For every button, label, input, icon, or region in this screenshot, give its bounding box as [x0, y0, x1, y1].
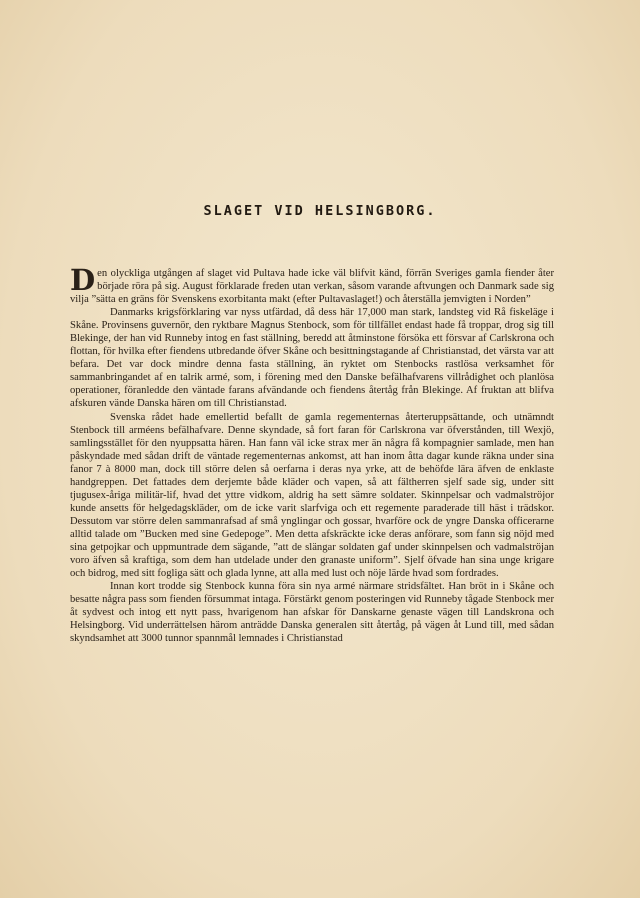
paragraph-1-text: en olyckliga utgången af slaget vid Pultava hade icke väl blifvit känd, förrän Sveriges gamla fiender åter började röra på sig. August förklarade freden utan verkan, såsom varande aftvungen och Danmark sade sig vilja ”sätta en gräns för Svenskens exorbitanta makt (efter Pultavaslaget!) och återställa jemvigten i Norden” — [70, 268, 554, 306]
page-title: SLAGET VID HELSINGBORG. — [203, 203, 437, 219]
paragraph-4: Innan kort trodde sig Stenbock kunna föra sin nya armé närmare stridsfältet. Han bröt in i Skåne och besatte några pass som fienden försummat intaga. Förstärkt genom posteringen vid Runneby tågade Stenbock mer åt sydvest och intog ett nytt pass, hvarigenom han afskar för Danskarne genaste vägen till Landskrona och Helsingborg. Vid underrättelsen härom anträdde Danska generalen sitt återtåg, på vägen åt Lund till, med sådan skyndsamhet att 3000 tunnor spannmål lemnades i Christianstad — [70, 581, 554, 645]
article-body — [70, 263, 554, 645]
paragraph-3: Svenska rådet hade emellertid befallt de gamla regementernas återteruppsättande, och utnämndt Stenbock till arméens befälhafvare. Denne skyndade, så fort faran för Carlskrona var öfverstånden, till Wexjö, samlingsstället för den nyuppsatta hären. Han fann väl icke strax mer än några få kompagnier samlade, men han påskyndade med sådan drift de väntade regementernas ankomst, att han inom åtta dagar kunde räkna under sina fanor 7 à 8000 man, dock till större delen så oerfarna i deras nya yrke, att de behöfde lära äfven de enklaste handgreppen. Det fattades dem derjemte både kläder och vapen, så att fältherren sjelf sade sig, under sitt tjugusex-åriga militär-lif, hvad det yttre vidkom, aldrig ha sett sämre soldater. Skinnpelsar och vadmalströjor kunde ansetts för helgedagskläder, om de icke varit slarfviga och ett regemente paraderade till häst i trädskor. Dessutom var större delen sammanrafsad af små ynglingar och gossar, hvarföre ock de yngre Danska officerarne alltid talade om ”Bucken med sine Gedepoge”. Men detta afskräckte icke deras anförare, som fann sig nöjd med sina getpojkar och uppmuntrade dem sägande, ”att de slängar soldaten gaf under skinnpelsen och vadmalströjan voro äfven så kraftiga, som dem han utdelade under den granaste uniform”. Sjelf öfvade han sina unge krigare och bidrog, med sitt fogliga sätt och glada lynne, att alla med lust och nöje lärde hvad som fordrades. — [70, 411, 554, 580]
paragraph-2: Danmarks krigsförklaring var nyss utfärdad, då dess här 17,000 man stark, landsteg vid Rå fiskeläge i Skåne. Provinsens guvernör, den ryktbare Magnus Stenbock, som för tillfället endast hade få troppar, drog sig till Blekinge, der han vid Runneby intog en fast ställning, beredd att åtminstone försöka ett försvar af Carlskrona och flottan, för hvilka efter fiendens utbredande öfver Skåne och besittningstagande af Christianstad, det värsta var att befara. Det var dock mindre denna fasta ställning, än ryktet om Stenbocks rastlösa verksamhet för sammanbringandet af en talrik armé, som, i förening med den Danske befälhafvarens villrådighet och planlösa operationer, föranledde den väntade farans afvändande och fiendens återtåg från Blekinge. Af fruktan att blifva afskuren vände Danska hären om till Christianstad. — [70, 307, 554, 410]
paragraph-1 — [70, 263, 554, 306]
drop-cap: D — [70, 263, 96, 297]
